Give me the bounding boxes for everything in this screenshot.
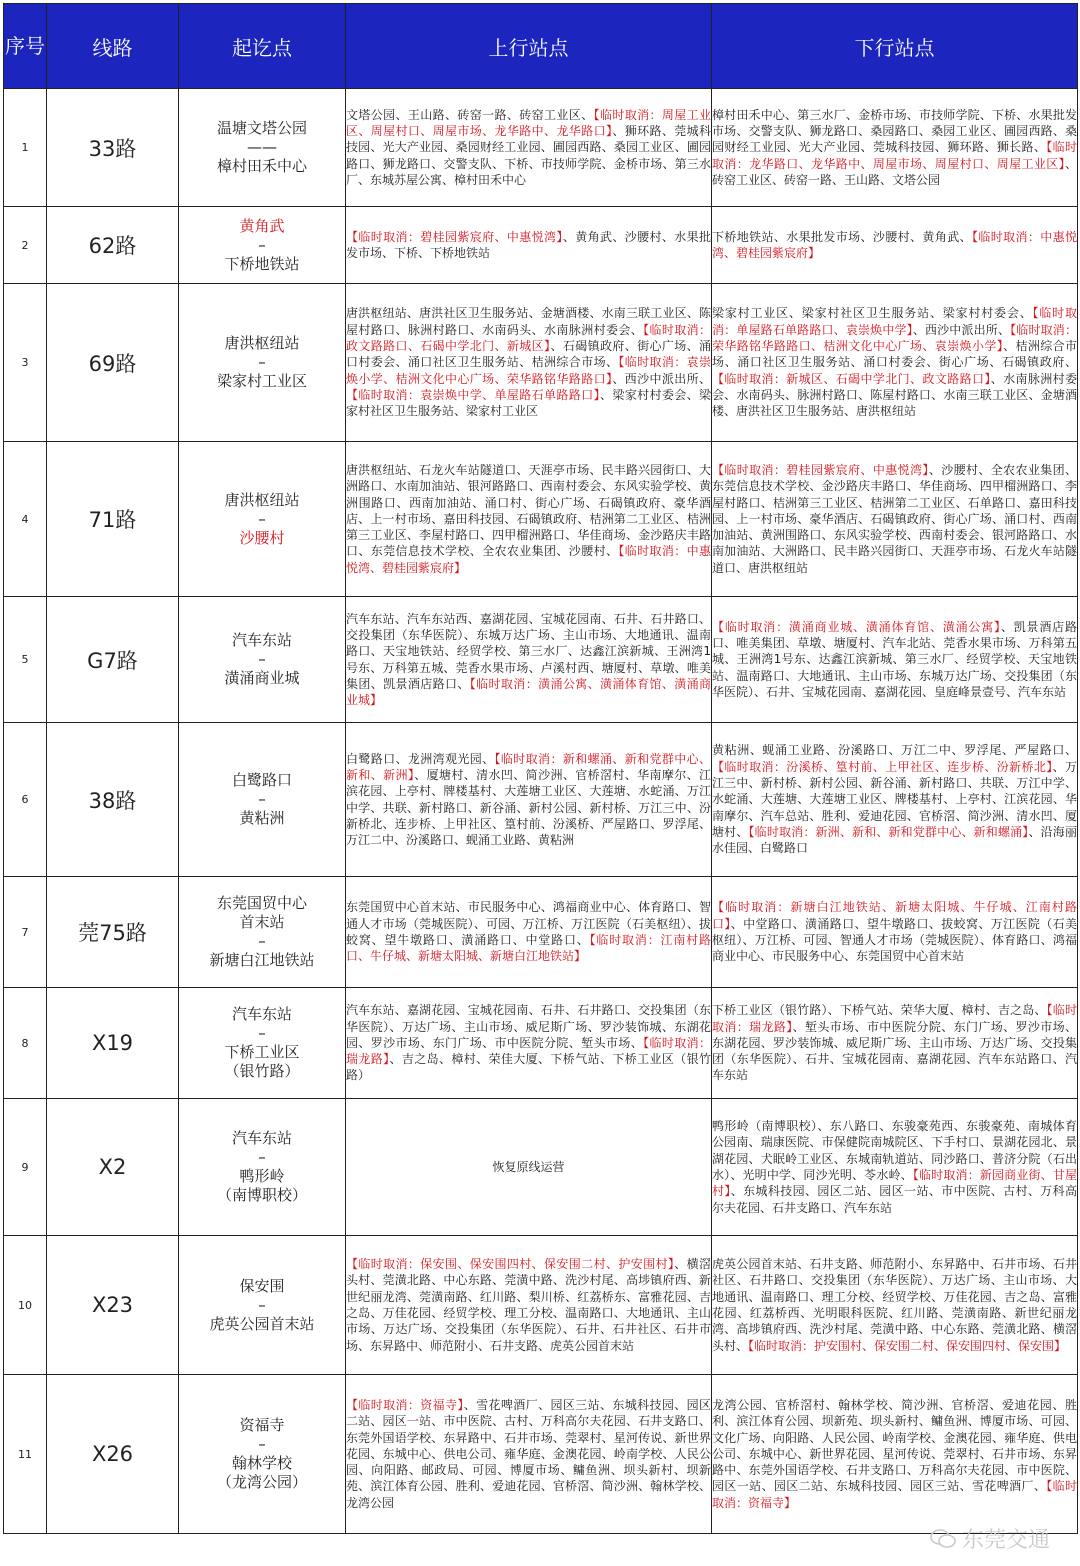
terminal-line: 东莞国贸中心 <box>216 894 307 912</box>
terminal-line: —— <box>247 138 277 156</box>
terminals-cell <box>179 1375 346 1534</box>
up-stops-cell <box>346 442 712 597</box>
terminal-line: – <box>258 650 266 668</box>
terminals-cell <box>179 597 346 723</box>
stops-text: 、石碣镇政府、街心广场、涌口村委会、涌口社区卫生服务站、桔洲综合市场、 <box>346 339 711 370</box>
stops-text: 、东城科技园、园区二站、园区一站、市中医院、古村、万科高尔夫花园、石井支路口、汽车东站 <box>712 1184 1077 1215</box>
stops-text: 、雪花啤酒厂、园区三站、东城科技园、园区二站、园区一站、市中医院、古村、万科高尔夫花园、石井支路口、东莞外国语学校、东昇路中、石井市场、莞翠村、星河传说、新世界花园、东城中心、供电公司、雍华庭、金澳花园、岭南学校、人民公园、向阳路、邮政局、可园、博厦市场、鳙鱼洲、坝头新村、坝新苑、滨江体育公园、胜利、爱迪花园、官桥滘、简沙洲、翰林学校、龙湾公园 <box>346 1397 711 1510</box>
stops-text: 、黄角武、沙腰村、水果批发市场、下桥、下桥地铁站 <box>346 229 711 260</box>
terminal-line: 唐洪枢纽站 <box>224 490 300 509</box>
terminal-line: – <box>258 1295 266 1314</box>
stops-text: 汽车东站、嘉湖花园、宝城花园南、石井、石井路口、交投集团（东华医院）、万达广场、主山市场、威尼斯广场、罗沙装饰城、东湖花园、罗沙市场、东门广场、市中医院分院、堑头市场、 <box>346 1003 711 1050</box>
stops-text: 白鹭路口、龙洲湾观光园、 <box>346 751 495 766</box>
terminals-cell <box>179 988 346 1099</box>
header-col-index: 序号 <box>4 4 47 89</box>
row-index: 6 <box>4 723 47 877</box>
cancelled-stops: 【临时取消：新洲、新和、新和党群中心、新和螺涌】 <box>748 824 1029 839</box>
terminals-cell <box>179 284 346 442</box>
cancelled-stops: 【临时取消：周屋工业区、周屋村口、周屋市场、龙华路中、龙华路口】 <box>346 107 711 139</box>
cancelled-stops: 【临时取消：袁崇焕小学、桔洲文化中心广场、荣华路铭华路路口】 <box>346 355 711 386</box>
stops-text: 龙湾公园、官桥滘村、翰林学校、简沙洲、官桥滘、爱迪花园、胜利、滨江体育公园、坝新苑、坝头新村、鳙鱼洲、博厦市场、可园、文化广场、向阳路、人民公园、岭南学校、金澳花园、雍华庭、供电公司、东城中心、新世界花园、星河传说、莞翠村、石井市场、东昇路中、东莞外国语学校、石井支路口、万科高尔夫花园、市中医院、园区一站、园区二站、东城科技园、园区三站、雪花啤酒厂、 <box>712 1397 1077 1494</box>
down-stops-cell <box>712 284 1078 442</box>
table-row <box>4 723 1078 877</box>
terminal-line: – <box>258 932 266 950</box>
terminal-line: 沙腰村 <box>239 528 285 547</box>
stops-text: 、凯景酒店路口、唯美集团、草墩、塘厦村、汽车北站、莞香水果市场、万科第五城、王洲湾1号东、达鑫江滨新城、第三水厂、经贸学校、天宝地铁站、温南路口、大地通讯、主山市场、东城万达广场、交投集团（东华医院）、石井、宝城花园南、嘉湖花园、皇庭峰景壹号、汽车东站 <box>712 619 1077 699</box>
row-index: 7 <box>4 877 47 988</box>
down-stops-cell <box>712 207 1078 284</box>
down-stops-cell <box>712 1099 1078 1236</box>
table-row <box>4 1375 1078 1534</box>
terminal-line: 汽车东站 <box>231 1129 292 1147</box>
table-row <box>4 988 1078 1099</box>
watermark <box>930 1523 1050 1554</box>
up-stops-cell <box>346 207 712 284</box>
terminal-line: – <box>258 235 266 254</box>
terminal-line: （龙湾公园） <box>216 1473 307 1491</box>
row-index: 11 <box>4 1375 47 1534</box>
route-name: 62路 <box>47 207 179 284</box>
down-stops-cell <box>712 1236 1078 1375</box>
table-body <box>4 89 1078 1534</box>
terminal-line: 樟村田禾中心 <box>216 157 307 175</box>
route-name: X23 <box>47 1236 179 1375</box>
up-stops-cell <box>346 988 712 1099</box>
stops-text: 樟村田禾中心、第三水厂、金桥市场、市技师学院、下桥、水果批发市场、交警支队、狮龙路口、桑园路口、桑园工业区、圃园西路、桑园财经工业园、光大产业园、莞城科技园、狮环路、狮长路、 <box>712 107 1077 155</box>
stops-text: 、狮环路、莞城科技园、光大产业园、桑园财经工业园、圃园西路、桑园工业区、圃园路口、狮龙路口、交警支队、下桥、市技师学院、金桥市场、第三水厂、东城苏屋公寓、樟村田禾中心 <box>346 124 711 187</box>
route-name: 莞75路 <box>47 877 179 988</box>
route-name: 71路 <box>47 442 179 597</box>
terminals-cell <box>179 723 346 877</box>
cancelled-stops: 【临时取消：汾溪桥、篁村前、上甲社区、连步桥、汾新桥北】 <box>712 759 1053 774</box>
terminal-line: （银竹路） <box>224 1062 300 1080</box>
stops-text: 、沙腰村、全农农业集团、东莞信息技术学校、金沙路庆丰路口、华佳商场、四甲榴洲路口、李屋村路口、桔洲第三工业区、桔洲第二工业区、石单路口、嘉田科技园、上一村市场、豪华酒店、石碣镇政府、街心广场、涌口村、西南加油站、黄洲围路口、东风实验学校、西南村委会、银河路路口、水南加油站、大洲路口、民丰路兴园街口、天涯亭市场、石龙火车站隧道口、唐洪枢纽站 <box>712 462 1077 575</box>
stops-text: 、水南脉洲村委会、水南码头、脉洲村路口、陈屋村路口、水南三联工业区、金塘酒楼、唐洪社区卫生服务站、唐洪枢纽站 <box>712 371 1077 419</box>
down-stops-cell <box>712 877 1078 988</box>
route-name: X2 <box>47 1099 179 1236</box>
terminal-line: 潢涌商业城 <box>224 669 300 687</box>
terminal-line: 梁家村工业区 <box>216 372 307 390</box>
row-index: 4 <box>4 442 47 597</box>
down-stops-cell <box>712 597 1078 723</box>
cancelled-stops: 【临时取消：新城区、石碣中学北门、政文路路口】 <box>712 371 991 386</box>
table-row <box>4 442 1078 597</box>
cancelled-stops: 【临时取消：瑞龙路】 <box>712 1003 1077 1034</box>
terminal-line: 保安围 <box>239 1276 285 1295</box>
row-index: 1 <box>4 89 47 207</box>
terminal-line: 下桥工业区 <box>224 1043 300 1061</box>
up-stops-cell <box>346 1236 712 1375</box>
down-stops-cell <box>712 442 1078 597</box>
cancelled-stops: 【临时取消：碧桂园紫宸府、中惠悦湾】 <box>346 229 563 244</box>
route-name: X26 <box>47 1375 179 1534</box>
cancelled-stops: 【临时取消：龙华路口、龙华路中、周屋市场、周屋村口、周屋工业区】 <box>712 140 1077 171</box>
cancelled-stops: 【临时取消：碧桂园紫宸府、中惠悦湾】 <box>712 462 929 477</box>
cancelled-stops: 【临时取消：护安围村、保安围二村、保安围四村、保安围】 <box>748 1338 1067 1353</box>
terminal-line: 汽车东站 <box>231 1005 292 1023</box>
row-index: 5 <box>4 597 47 723</box>
terminals-cell <box>179 442 346 597</box>
stops-text: 梁家村工业区、梁家村社区卫生服务站、梁家村村委会、 <box>712 306 1033 321</box>
cancelled-stops: 【临时取消：瑞龙路】 <box>346 1035 711 1067</box>
watermark-text: 东莞交通 <box>961 1528 1050 1553</box>
cancelled-stops: 【临时取消：资福寺】 <box>346 1397 464 1412</box>
stops-text: 、桔洲综合市场、涌口社区卫生服务站、涌口村委会、街心广场、石碣镇政府、 <box>712 339 1077 370</box>
cancelled-stops: 【临时取消：袁崇焕中学、单屋路石单路路口】 <box>346 387 600 402</box>
cancelled-stops: 【临时取消：荣华路铭华路路口、桔洲文化中心广场、袁崇焕小学】 <box>712 322 1077 354</box>
stops-text: 、万江三中、新村桥、新村公园、新谷涌、新村路口、共联、万江中学、水蛇涌、大莲塘、大莲塘工业区、牌楼基村、上亭村、江滨花园、华南摩尔、汽车总站、胜利、爱迪花园、官桥滘、简沙洲、清水凹、厦塘村、 <box>712 759 1077 839</box>
up-stops-cell <box>346 89 712 207</box>
cancelled-stops: 【临时取消：单屋路石单路路口、袁崇焕中学】 <box>712 306 1077 337</box>
up-stops-cell <box>346 1375 712 1534</box>
cancelled-stops: 【临时取消：潢涌商业城、潢涌体育馆、潢涌公寓】 <box>712 619 1001 634</box>
up-stops-cell <box>346 597 712 723</box>
terminal-line: – <box>258 790 266 808</box>
table-row <box>4 1099 1078 1236</box>
stops-text: 、梁家村村委会、梁家村社区卫生服务站、梁家村工业区 <box>346 387 711 419</box>
terminal-line: 虎英公园首末站 <box>209 1314 315 1333</box>
stops-text: 、厦塘村、清水凹、简沙洲、官桥滘村、华南摩尔、江滨花园、上亭村、牌楼基村、大莲塘工业区、大莲塘、水蛇涌、万江中学、共联、新村路口、新谷涌、新村公园、新村桥、万江三中、汾新桥北、连步桥、上甲社区、篁村前、汾溪桥、严屋路口、罗浮尾、万江二中、汾溪路口、蚬涌工业路、黄粘洲 <box>346 767 711 848</box>
header-col-down-stops: 下行站点 <box>712 4 1078 89</box>
terminal-line: – <box>258 353 266 371</box>
stops-text: 、横滘头村、莞潢北路、中心东路、莞潢中路、洗沙村尾、高埗镇府西、新世纪丽龙湾、莞潢南路、红川路、梨川桥、红荔桥东、富雅花园、吉之岛、万佳花园、经贸学校、理工分校、温南路口、大地通讯、主山市场、万达广场、交投集团（东华医院）、石井、石井社区、石井市场、东昇路中、师范附小、石井支路、虎英公园首末站 <box>346 1257 711 1353</box>
terminal-line: 黄粘洲 <box>239 809 285 827</box>
terminal-line: 唐洪枢纽站 <box>224 334 300 352</box>
row-index: 2 <box>4 207 47 284</box>
stops-text: 下桥地铁站、水果批发市场、沙腰村、黄角武、 <box>712 229 972 244</box>
header-row <box>4 4 1078 89</box>
terminal-line: – <box>258 1435 266 1453</box>
stops-text: 、沿海丽水佳园、白鹭路口 <box>712 824 1077 856</box>
up-stops-cell <box>346 877 712 988</box>
stops-text: 、砖窑工业区、砖窑一路、王山路、文塔公园 <box>712 156 1077 187</box>
down-stops-cell <box>712 1375 1078 1534</box>
row-index: 9 <box>4 1099 47 1236</box>
terminal-line: 翰林学校 <box>231 1454 292 1472</box>
table-row <box>4 1236 1078 1375</box>
terminals-cell <box>179 877 346 988</box>
cancelled-stops: 【临时取消：中惠悦湾、碧桂园紫宸府】 <box>712 229 1077 260</box>
stops-text: 东莞国贸中心首末站、市民服务中心、鸿福商业中心、体育路口、智通人才市场（莞城医院）、可园、万江桥、万江医院（石美枢纽）、拔蛟窝、望牛墩路口、潢涌路口、中堂路口、 <box>346 900 711 947</box>
route-name: 33路 <box>47 89 179 207</box>
terminal-line: 白鹭路口 <box>231 771 292 789</box>
cancelled-stops: 【临时取消：保安围、保安围四村、保安围二村、护安围村】 <box>346 1257 675 1272</box>
terminals-cell <box>179 207 346 284</box>
cancelled-stops: 【临时取消：新园商业街、甘屋村】 <box>712 1168 1077 1199</box>
stops-text: 黄粘洲、蚬涌工业路、汾溪路口、万江二中、罗浮尾、严屋路口、 <box>712 743 1077 758</box>
stops-text: 、中堂路口、潢涌路口、望牛墩路口、拔蛟窝、万江医院（石美枢纽）、万江桥、可园、智通人才市场（莞城医院）、体育路口、鸿福商业中心、市民服务中心、东莞国贸中心首末站 <box>712 916 1077 964</box>
stops-text: 汽车东站、汽车东站西、嘉湖花园、宝城花园南、石井、石井路口、交投集团（东华医院）、东城万达广场、主山市场、大地通讯、温南路口、天宝地铁站、经贸学校、第三水厂、达鑫江滨新城、王洲湾1号东、万科第五城、莞香水果市场、卢溪村西、塘厦村、草墩、唯美集团、凯景酒店路口、 <box>346 611 711 691</box>
header-col-route: 线路 <box>47 4 179 89</box>
route-name: G7路 <box>47 597 179 723</box>
stops-text: 唐洪枢纽站、唐洪社区卫生服务站、金塘酒楼、水南三联工业区、陈屋村路口、脉洲村路口、水南码头、水南脉洲村委会、 <box>346 306 711 337</box>
cancelled-stops: 【临时取消：中惠悦湾、碧桂园紫宸府】 <box>346 544 711 575</box>
stops-text: 、堑头市场、市中医院分院、东门广场、罗沙市场、东湖花园、罗沙装饰城、威尼斯广场、主山市场、万达广场、交投集团（东华医院）、石井、宝城花园南、嘉湖花园、汽车东站路口、汽车东站 <box>712 1019 1077 1083</box>
route-name: X19 <box>47 988 179 1099</box>
row-index: 3 <box>4 284 47 442</box>
stops-text: 、西沙中派出所、 <box>912 322 1011 337</box>
row-index: 10 <box>4 1236 47 1375</box>
route-name: 69路 <box>47 284 179 442</box>
table-row <box>4 89 1078 207</box>
terminal-line: – <box>258 509 266 528</box>
down-stops-cell <box>712 89 1078 207</box>
up-stops-cell <box>346 723 712 877</box>
table-row <box>4 284 1078 442</box>
header-col-terminals: 起讫点 <box>179 4 346 89</box>
terminals-cell <box>179 1099 346 1236</box>
cancelled-stops: 【临时取消：潢涌公寓、潢涌体育馆、潢涌商业城】 <box>346 676 711 708</box>
route-name: 38路 <box>47 723 179 877</box>
table-row <box>4 207 1078 284</box>
table-row <box>4 877 1078 988</box>
down-stops-cell <box>712 988 1078 1099</box>
terminals-cell <box>179 1236 346 1375</box>
stops-text: 恢复原线运营 <box>492 1159 565 1174</box>
terminal-line: 下桥地铁站 <box>224 254 300 273</box>
terminal-line: 黄角武 <box>239 216 285 235</box>
terminal-line: （南博职校） <box>216 1186 307 1204</box>
stops-text: 虎英公园首末站、石井支路、师范附小、东昇路中、石井市场、石井社区、石井路口、交投集团（东华医院）、万达广场、主山市场、大地通讯、温南路口、理工分校、经贸学校、万佳花园、吉之岛、富雅花园、红荔桥西、光明眼科医院、红川路、莞潢南路、新世纪丽龙湾、高埗镇府西、洗沙村尾、莞潢中路、中心东路、莞潢北路、横滘头村、 <box>712 1257 1077 1353</box>
stops-text: 下桥工业区（银竹路）、下桥气站、荣华大厦、樟村、吉之岛、 <box>712 1003 1047 1018</box>
terminal-line: 首末站 <box>239 913 285 931</box>
terminal-line: – <box>258 1024 266 1042</box>
routes-table <box>3 3 1078 1534</box>
down-stops-cell <box>712 723 1078 877</box>
terminal-line: 新塘白江地铁站 <box>209 951 315 969</box>
up-stops-cell <box>346 284 712 442</box>
stops-text: 文塔公园、王山路、砖窑一路、砖窑工业区、 <box>346 107 594 122</box>
table-row <box>4 597 1078 723</box>
header-col-up-stops: 上行站点 <box>346 4 712 89</box>
cancelled-stops: 【临时取消：资福寺】 <box>712 1479 1077 1510</box>
terminal-line: 汽车东站 <box>231 631 292 649</box>
cancelled-stops: 【临时取消：新塘白江地铁站、新塘太阳城、牛仔城、江南村路口】 <box>712 900 1077 931</box>
terminals-cell <box>179 89 346 207</box>
terminal-line: – <box>258 1148 266 1166</box>
stops-text: 鸭形岭（南博职校）、东八路口、东骏豪苑西、东骏豪苑、南城体育公园南、瑞康医院、市保健院南城院区、下手村口、景湖花园北、景湖花园、犬眠岭工业区、东城南轨道站、同沙路口、普济分院（石出水）、光明中学、同沙光明、苓水岭、 <box>712 1119 1077 1182</box>
terminal-line: 资福寺 <box>239 1416 285 1434</box>
wechat-icon <box>930 1529 956 1549</box>
stops-text: 、西沙中派出所、 <box>612 371 711 386</box>
cancelled-stops: 【临时取消：政文路路口、石碣中学北门、新城区】 <box>346 322 711 354</box>
stops-text: 唐洪枢纽站、石龙火车站隧道口、天涯亭市场、民丰路兴园街口、大洲路口、水南加油站、银河路路口、西南村委会、东风实验学校、黄洲围路口、西南加油站、涌口村、街心广场、石碣镇政府、豪华酒店、上一村市场、嘉田科技园、石碣镇政府、桔洲第二工业区、桔洲第三工业区、李屋村路口、四甲榴洲路口、华佳商场、金沙路庆丰路口、东莞信息技术学校、全农农业集团、沙腰村、 <box>346 462 711 559</box>
cancelled-stops: 【临时取消：新和螺涌、新和党群中心、新和、新洲】 <box>346 751 711 782</box>
cancelled-stops: 【临时取消：江南村路口、牛仔城、新塘太阳城、新塘白江地铁站】 <box>346 933 711 964</box>
up-stops-cell <box>346 1099 712 1236</box>
stops-text: 、吉之岛、樟村、荣佳大厦、下桥气站、下桥工业区（银竹路） <box>346 1052 711 1083</box>
row-index: 8 <box>4 988 47 1099</box>
terminal-line: 鸭形岭 <box>239 1167 285 1185</box>
terminal-line: 温塘文塔公园 <box>216 119 307 137</box>
